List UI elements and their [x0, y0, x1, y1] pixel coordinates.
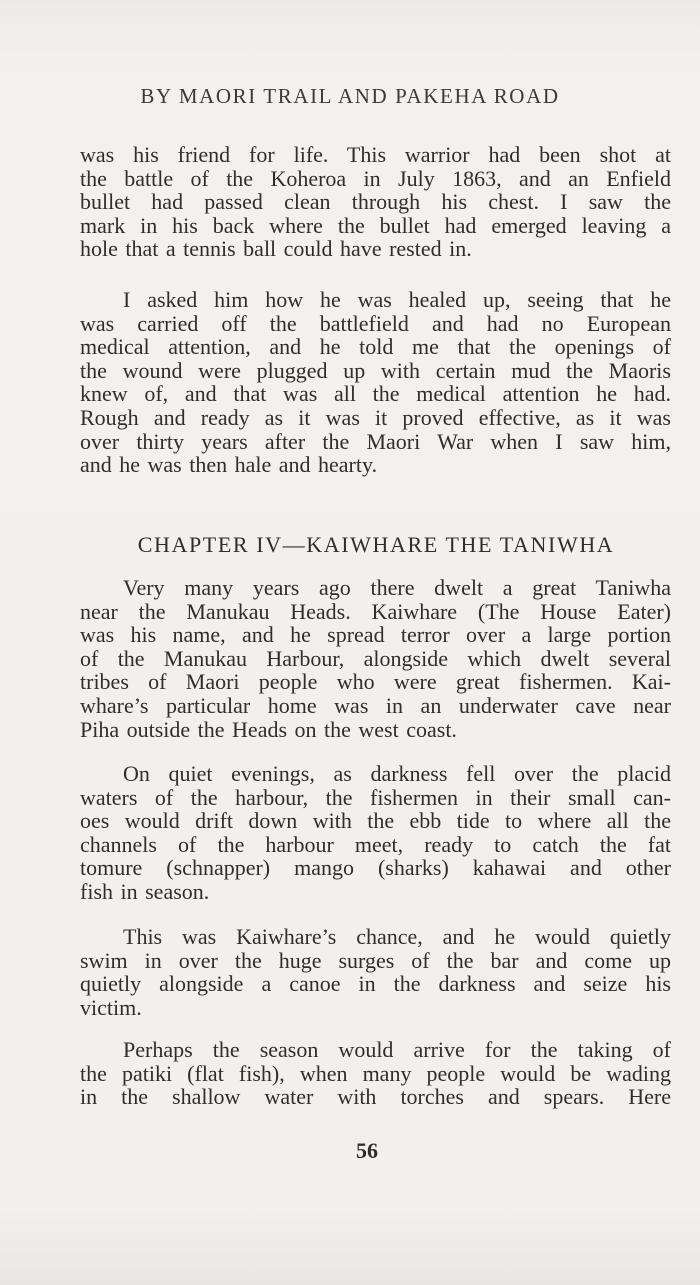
text-line: mark in his back where the bullet had emerged leaving a: [80, 212, 671, 238]
text-line: I asked him how he was healed up, seeing that he: [123, 287, 671, 312]
text-line: was his name, and he spread terror over a large portion: [80, 622, 671, 648]
text-line: the wound were plugged up with certain mud the Maoris: [80, 357, 671, 383]
paragraph-5: [80, 925, 671, 1019]
running-head: BY MAORI TRAIL AND PAKEHA ROAD: [140, 84, 560, 108]
text-line: swim in over the huge surges of the bar and come up: [80, 947, 671, 973]
text-line: victim.: [80, 994, 142, 1020]
chapter-heading: CHAPTER IV—KAIWHARE THE TANIWHA: [137, 532, 615, 557]
text-line: Perhaps the season would arrive for the taking of: [123, 1037, 671, 1062]
text-line: Piha outside the Heads on the west coast.: [80, 716, 457, 742]
text-line: in the shallow water with torches and spears. Here: [80, 1084, 671, 1110]
text-line: On quiet evenings, as darkness fell over the placid: [123, 761, 671, 786]
page-number: 56: [356, 1138, 378, 1163]
text-line: Rough and ready as it was it proved effective, as it was: [80, 404, 671, 430]
paragraph-4: [80, 762, 671, 904]
text-line: the patiki (flat fish), when many people would be wading: [80, 1060, 671, 1086]
text-line: oes would drift down with the ebb tide to where all the: [80, 808, 671, 834]
paragraph-6: [80, 1038, 671, 1109]
paragraph-3: [80, 576, 671, 741]
text-line: tribes of Maori people who were great fishermen. Kai-: [80, 669, 671, 695]
text-line: whare’s particular home was in an underwater cave near: [80, 692, 671, 718]
text-line: the battle of the Koheroa in July 1863, and an Enfield: [80, 165, 671, 191]
text-line: waters of the harbour, the fishermen in their small can-: [80, 784, 671, 810]
paragraph-1: [80, 143, 671, 261]
text-line: was his friend for life. This warrior had been shot at: [80, 142, 671, 167]
text-line: fish in season.: [80, 878, 210, 904]
text-line: quietly alongside a canoe in the darkness and seize his: [80, 971, 671, 997]
text-line: over thirty years after the Maori War when I saw him,: [80, 428, 671, 454]
text-line: knew of, and that was all the medical attention he had.: [80, 381, 671, 407]
paragraph-2: [80, 288, 671, 477]
text-line: tomure (schnapper) mango (sharks) kahawai and other: [80, 855, 671, 881]
text-line: hole that a tennis ball could have rested in.: [80, 236, 472, 262]
text-line: channels of the harbour meet, ready to catch the fat: [80, 831, 671, 857]
text-line: Very many years ago there dwelt a great Taniwha: [123, 575, 671, 600]
text-line: bullet had passed clean through his chest. I saw the: [80, 189, 671, 215]
text-line: This was Kaiwhare’s chance, and he would quietly: [123, 924, 671, 949]
text-line: of the Manukau Harbour, alongside which dwelt several: [80, 645, 671, 671]
text-line: was carried off the battlefield and had no European: [80, 310, 671, 336]
text-line: near the Manukau Heads. Kaiwhare (The House Eater): [80, 598, 671, 624]
text-line: medical attention, and he told me that the openings of: [80, 334, 671, 360]
text-line: and he was then hale and hearty.: [80, 452, 378, 478]
